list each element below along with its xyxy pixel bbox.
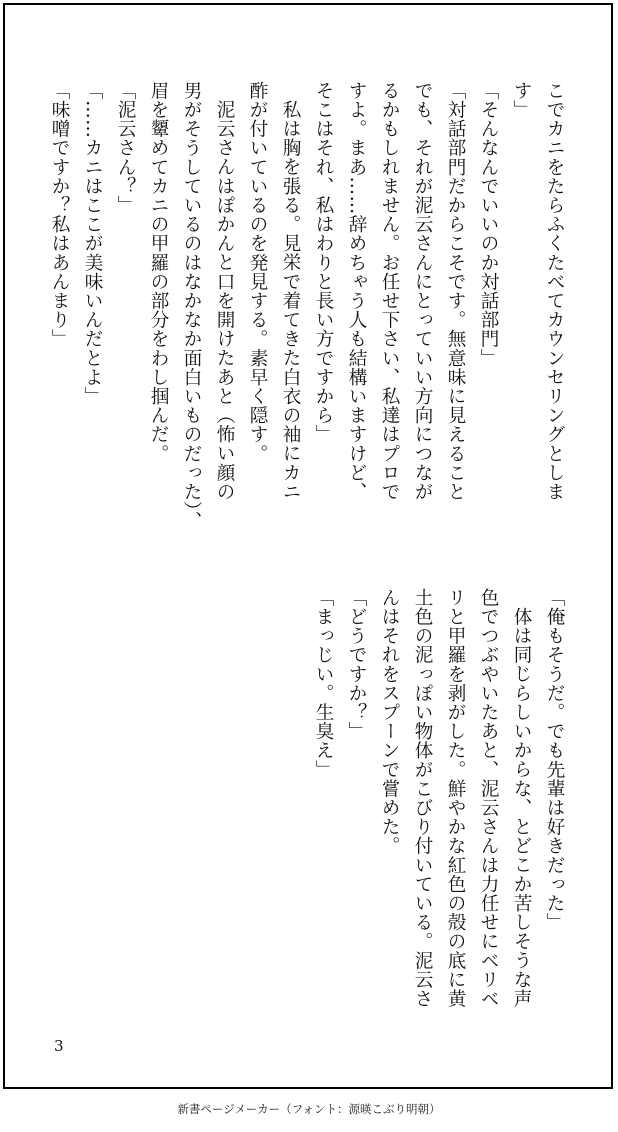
- text-line: リと甲羅を剥がした。鮮やかな紅色の殻の底に黄: [445, 588, 466, 1009]
- text-line: すよ。まあ……辞めちゃう人も結構いますけど、: [346, 81, 367, 502]
- text-line: 「味噌ですか？私はあんまり」: [49, 81, 70, 349]
- page-number: 3: [54, 1037, 64, 1055]
- footer-caption: 新書ページメーカー（フォント：源暎こぶり明朝）: [177, 1102, 441, 1116]
- text-line: す」: [511, 81, 532, 120]
- text-line: そこはそれ、私はわりと長い方ですから」: [313, 81, 334, 444]
- text-line: 「どうですか？」: [346, 588, 367, 741]
- text-line: るかもしれません。お任せ下さい、私達はプロで: [379, 81, 400, 502]
- text-line: 「対話部門だからこそです。無意味に見えること: [445, 81, 466, 502]
- text-line: 眉を顰めてカニの甲羅の部分をわし掴んだ。: [148, 81, 169, 463]
- text-line: 酢が付いているのを発見する。素早く隠す。: [247, 81, 268, 463]
- text-line: んはそれをスプーンで嘗めた。: [379, 588, 400, 856]
- text-line: 「俺もそうだ。でも先輩は好きだった」: [544, 588, 565, 932]
- text-line: こでカニをたらふくたべてカウンセリングとしま: [544, 81, 565, 502]
- text-line: 「まっじい。生臭え」: [313, 588, 334, 779]
- text-line: 土色の泥っぽい物体がこびり付いている。泥云さ: [412, 588, 433, 1009]
- text-line: でも、それが泥云さんにとっていい方向につなが: [412, 81, 433, 502]
- text-line: 「泥云さん？」: [115, 81, 136, 215]
- text-line: 「……カニはここが美味いんだとよ」: [82, 81, 103, 406]
- text-line: 男がそうしているのはなかなか面白いものだった）、: [181, 81, 202, 531]
- text-line: 「そんなんでいいのか対話部門」: [478, 81, 499, 368]
- text-line: 泥云さんはぽかんと口を開けたあと（怖い顔の: [214, 100, 235, 502]
- text-line: 体は同じらしいからな、とどこか苦しそうな声: [511, 607, 532, 1009]
- text-line: 私は胸を張る。見栄で着てきた白衣の袖にカニ: [280, 100, 301, 502]
- text-line: 色でつぶやいたあと、泥云さんは力任せにベリベ: [478, 588, 499, 1009]
